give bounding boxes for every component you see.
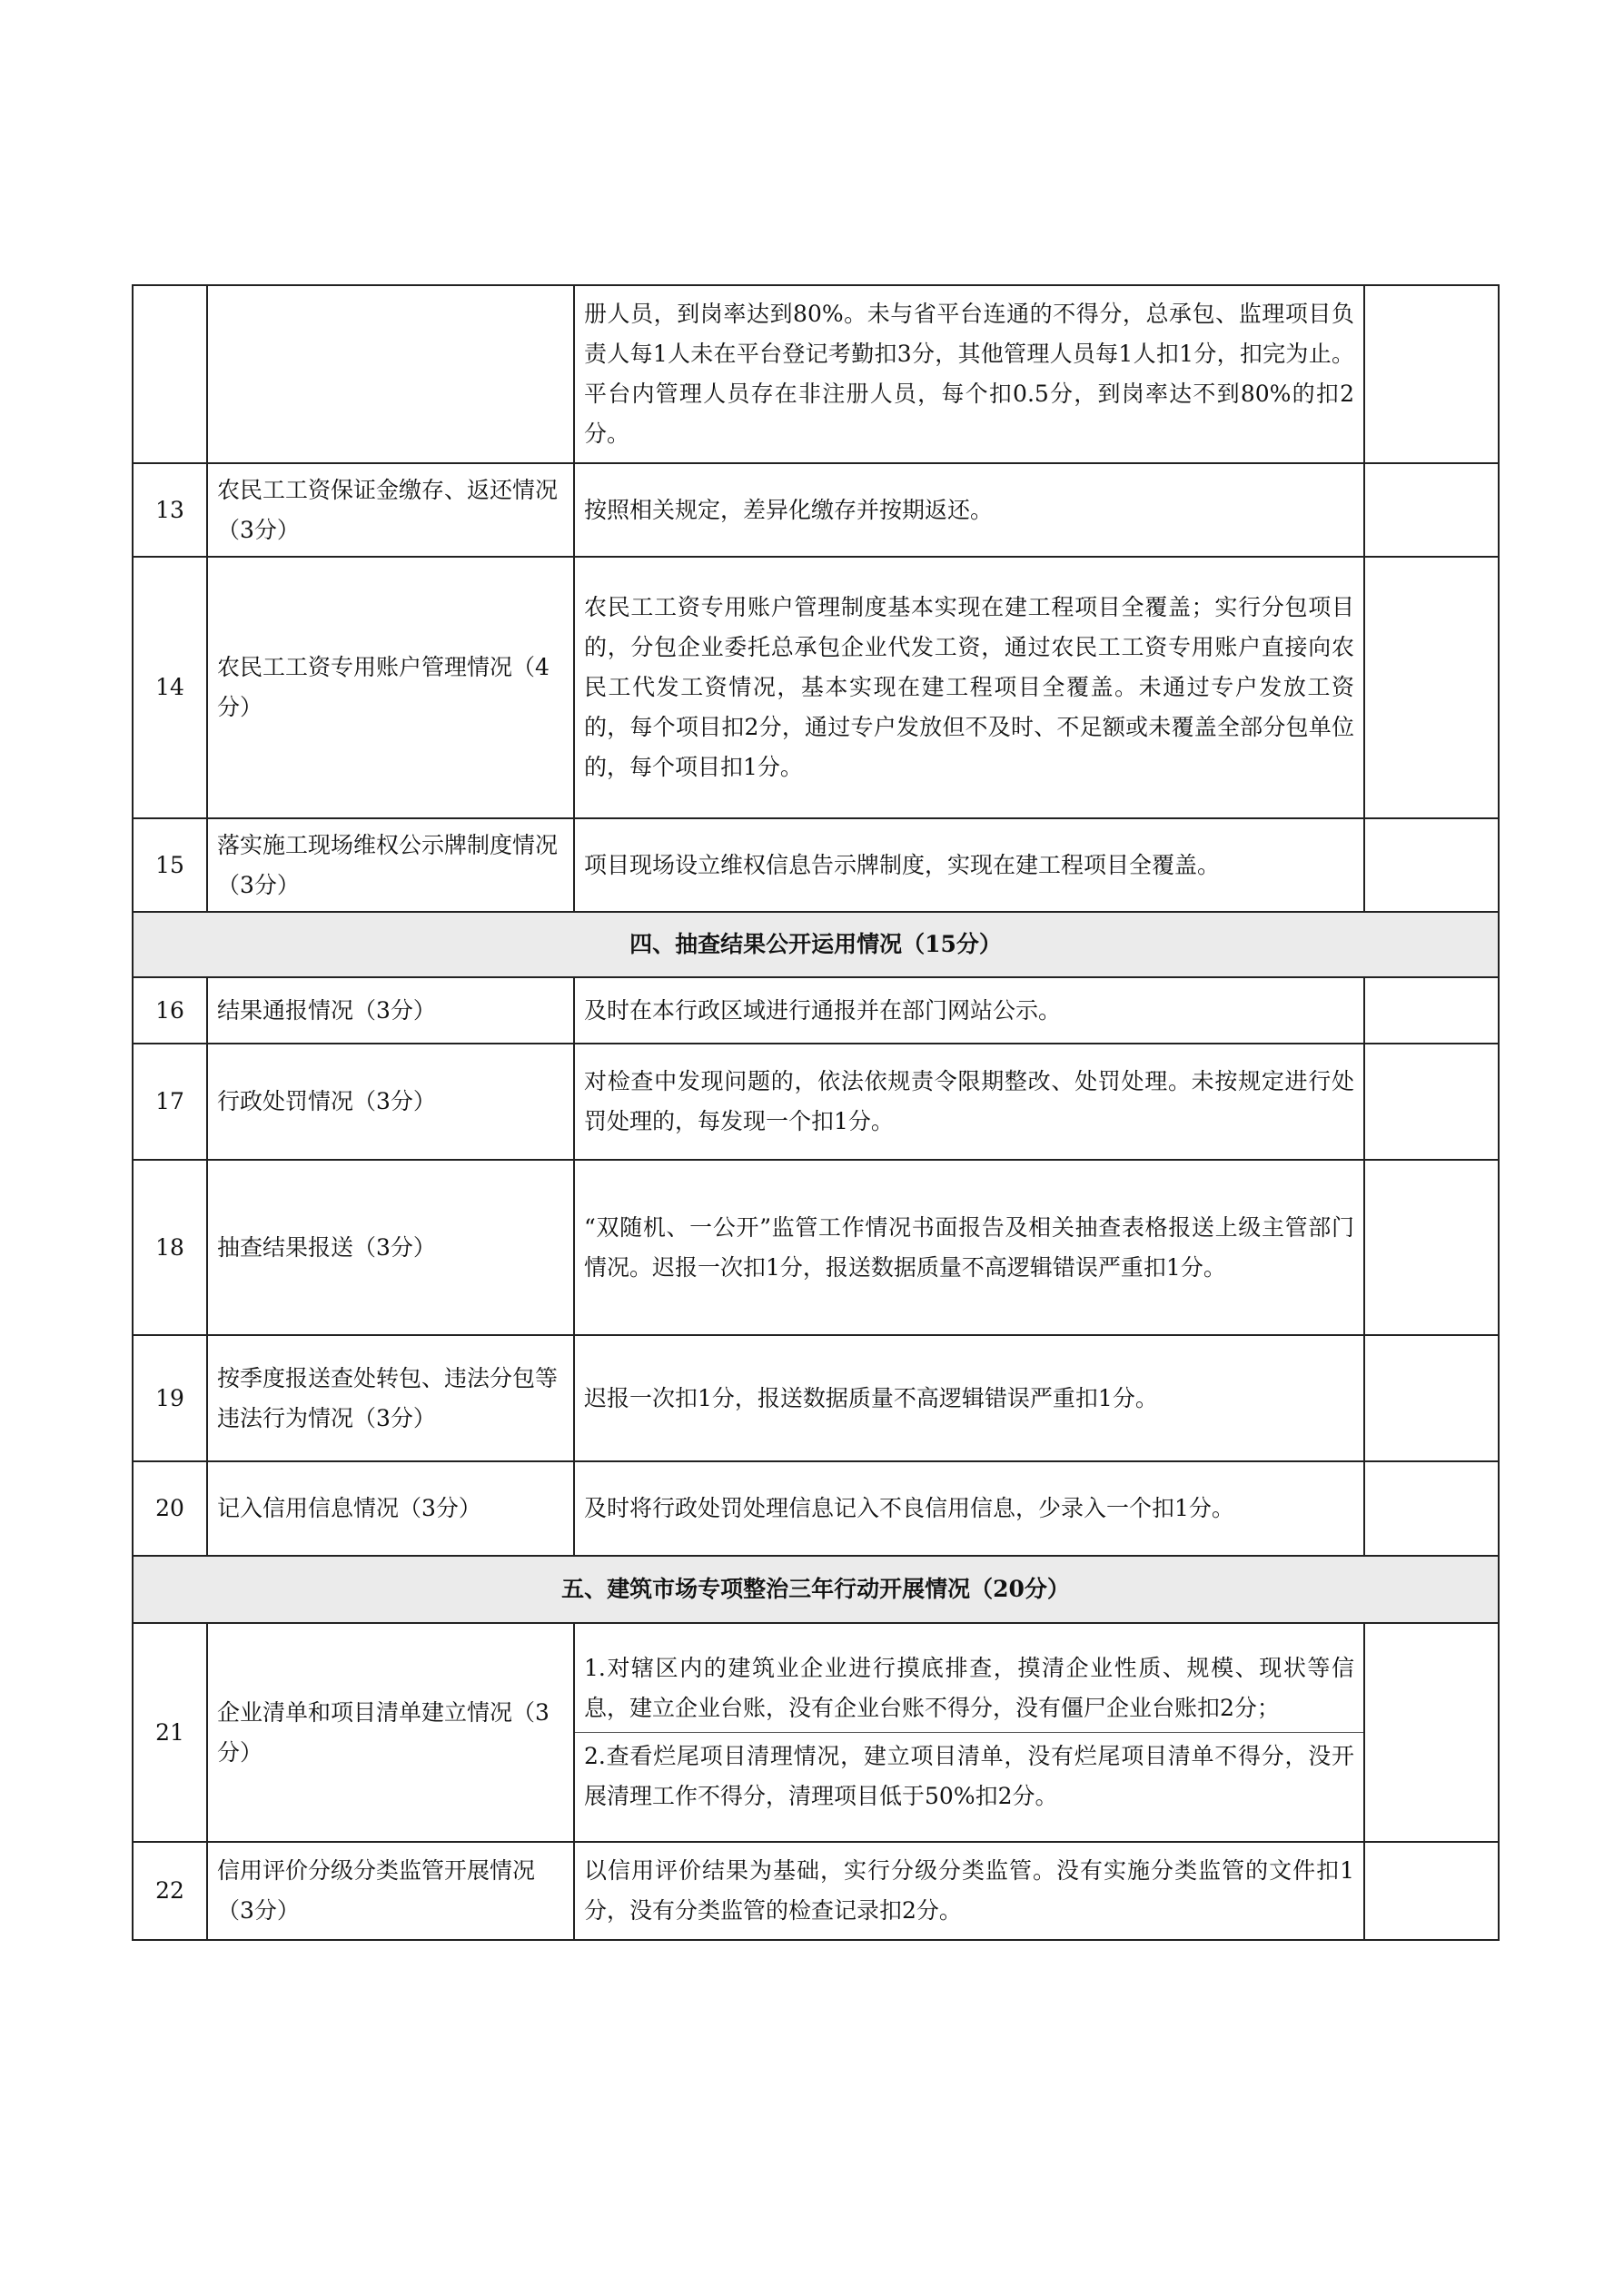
table-row <box>133 818 1499 912</box>
row-number: 17 <box>133 1044 207 1160</box>
score-cell <box>1364 977 1499 1044</box>
row-number: 21 <box>133 1623 207 1842</box>
criteria-part-1: 1.对辖区内的建筑业企业进行摸底排查，摸清企业性质、规模、现状等信息，建立企业台账，没有企业台账不得分，没有僵尸企业台账扣2分； <box>584 1655 1354 1721</box>
row-number: 16 <box>133 977 207 1044</box>
criteria-cell: “双随机、一公开”监管工作情况书面报告及相关抽查表格报送上级主管部门情况。迟报一次扣1分，报送数据质量不高逻辑错误严重扣1分。 <box>574 1160 1364 1335</box>
criteria-cell: 册人员，到岗率达到80%。未与省平台连通的不得分，总承包、监理项目负责人每1人未在平台登记考勤扣3分，其他管理人员每1人扣1分，扣完为止。平台内管理人员存在非注册人员，每个扣0.5分，到岗率达不到80%的扣2分。 <box>574 285 1364 463</box>
item-cell: 农民工工资专用账户管理情况（4分） <box>207 557 574 818</box>
table-row <box>133 1335 1499 1461</box>
item-cell: 结果通报情况（3分） <box>207 977 574 1044</box>
table-row <box>133 463 1499 557</box>
score-cell <box>1364 1160 1499 1335</box>
section-heading: 四、抽查结果公开运用情况（15分） <box>133 912 1499 977</box>
item-cell: 抽查结果报送（3分） <box>207 1160 574 1335</box>
table-row <box>133 977 1499 1044</box>
item-cell <box>207 285 574 463</box>
score-cell <box>1364 1335 1499 1461</box>
criteria-cell: 迟报一次扣1分，报送数据质量不高逻辑错误严重扣1分。 <box>574 1335 1364 1461</box>
item-cell: 行政处罚情况（3分） <box>207 1044 574 1160</box>
section-row <box>133 912 1499 977</box>
criteria-cell: 对检查中发现问题的，依法依规责令限期整改、处罚处理。未按规定进行处罚处理的，每发现一个扣1分。 <box>574 1044 1364 1160</box>
item-cell: 记入信用信息情况（3分） <box>207 1461 574 1556</box>
criteria-cell: 农民工工资专用账户管理制度基本实现在建工程项目全覆盖；实行分包项目的，分包企业委托总承包企业代发工资，通过农民工工资专用账户直接向农民工代发工资情况，基本实现在建工程项目全覆盖。未通过专户发放工资的，每个项目扣2分，通过专户发放但不及时、不足额或未覆盖全部分包单位的，每个项目扣1分。 <box>574 557 1364 818</box>
item-cell: 企业清单和项目清单建立情况（3分） <box>207 1623 574 1842</box>
score-cell <box>1364 463 1499 557</box>
row-number: 15 <box>133 818 207 912</box>
table-row <box>133 1461 1499 1556</box>
score-cell <box>1364 285 1499 463</box>
row-number: 14 <box>133 557 207 818</box>
item-cell: 农民工工资保证金缴存、返还情况（3分） <box>207 463 574 557</box>
table-row <box>133 1623 1499 1842</box>
item-cell: 落实施工现场维权公示牌制度情况（3分） <box>207 818 574 912</box>
criteria-cell: 及时将行政处罚处理信息记入不良信用信息，少录入一个扣1分。 <box>574 1461 1364 1556</box>
criteria-cell: 按照相关规定，差异化缴存并按期返还。 <box>574 463 1364 557</box>
table-row <box>133 1044 1499 1160</box>
row-number <box>133 285 207 463</box>
criteria-cell: 及时在本行政区域进行通报并在部门网站公示。 <box>574 977 1364 1044</box>
score-cell <box>1364 1044 1499 1160</box>
criteria-cell <box>574 1623 1364 1842</box>
table-row <box>133 557 1499 818</box>
item-cell: 按季度报送查处转包、违法分包等违法行为情况（3分） <box>207 1335 574 1461</box>
score-cell <box>1364 557 1499 818</box>
item-cell: 信用评价分级分类监管开展情况（3分） <box>207 1842 574 1940</box>
criteria-cell: 以信用评价结果为基础，实行分级分类监管。没有实施分类监管的文件扣1分，没有分类监管的检查记录扣2分。 <box>574 1842 1364 1940</box>
criteria-part-2: 2.查看烂尾项目清理情况，建立项目清单，没有烂尾项目清单不得分，没开展清理工作不得分，清理项目低于50%扣2分。 <box>575 1732 1363 1816</box>
table-row <box>133 285 1499 463</box>
row-number: 19 <box>133 1335 207 1461</box>
section-heading: 五、建筑市场专项整治三年行动开展情况（20分） <box>133 1556 1499 1623</box>
row-number: 13 <box>133 463 207 557</box>
scoring-table <box>132 284 1500 1941</box>
section-row <box>133 1556 1499 1623</box>
row-number: 18 <box>133 1160 207 1335</box>
score-cell <box>1364 818 1499 912</box>
row-number: 20 <box>133 1461 207 1556</box>
table-row <box>133 1842 1499 1940</box>
score-cell <box>1364 1842 1499 1940</box>
criteria-cell: 项目现场设立维权信息告示牌制度，实现在建工程项目全覆盖。 <box>574 818 1364 912</box>
row-number: 22 <box>133 1842 207 1940</box>
score-cell <box>1364 1623 1499 1842</box>
table-row <box>133 1160 1499 1335</box>
score-cell <box>1364 1461 1499 1556</box>
